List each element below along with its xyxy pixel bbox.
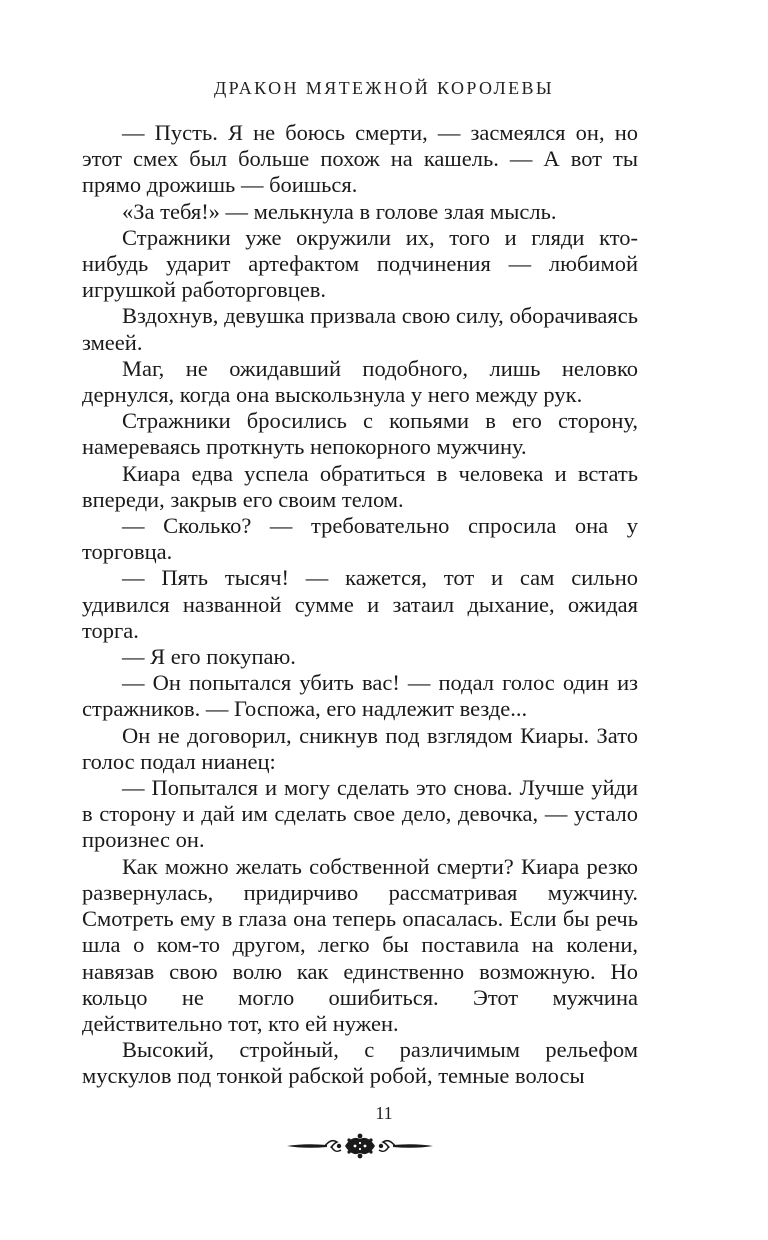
paragraph-15: Высокий, стройный, с различимым рельефом мускулов под тонкой рабской робой, темные волосы xyxy=(82,1037,638,1089)
paragraph-11: — Он попытался убить вас! — подал голос один из стражников. — Госпожа, его надлежит везде... xyxy=(82,670,638,722)
paragraph-1: — Пусть. Я не боюсь смерти, — засмеялся он, но этот смех был больше похож на кашель. — А вот ты прямо дрожишь — боишься. xyxy=(82,120,638,198)
running-head: ДРАКОН МЯТЕЖНОЙ КОРОЛЕВЫ xyxy=(213,78,555,98)
paragraph-10: — Я его покупаю. xyxy=(122,644,296,670)
paragraph-2: «За тебя!» — мелькнула в голове злая мысль. xyxy=(122,198,557,224)
paragraph-3: Стражники уже окружили их, того и гляди кто-нибудь ударит артефактом подчинения — любимой игрушкой работорговцев. xyxy=(82,224,638,303)
paragraph-6: Стражники бросились с копьями в его сторону, намереваясь проткнуть непокорного мужчину. xyxy=(82,408,638,460)
paragraph-9: — Пять тысяч! — кажется, тот и сам сильно удивился названной сумме и затаил дыхание, ожидая торга. xyxy=(82,565,638,643)
paragraph-5: Маг, не ожидавший подобного, лишь неловко дернулся, когда она выскользнула у него между рук. xyxy=(82,355,638,408)
ornament-flourish-icon xyxy=(285,1132,435,1160)
paragraph-13: — Попытался и могу сделать это снова. Лучше уйди в сторону и дай им сделать свое дело, девочка, — устало произнес он. xyxy=(82,775,638,853)
paragraph-7: Киара едва успела обратиться в человека и встать впереди, закрыв его своим телом. xyxy=(82,460,638,512)
page-number: 11 xyxy=(375,1103,393,1123)
paragraph-4: Вздохнув, девушка призвала свою силу, оборачиваясь змеей. xyxy=(82,303,638,355)
paragraph-12: Он не договорил, сникнув под взглядом Киары. Зато голос подал нианец: xyxy=(82,722,638,774)
body-text xyxy=(82,120,638,1090)
paragraph-8: — Сколько? — требовательно спросила она у торговца. xyxy=(82,513,638,565)
paragraph-14: Как можно желать собственной смерти? Киара резко развернулась, придирчиво рассматривая мужчину. Смотреть ему в глаза она теперь опасалась. Если бы речь шла о ком-то другом, легко бы поставила на колени, навязав свою волю как единственно возможную. Но кольцо не могло ошибиться. Этот мужчина действительно тот, кто ей нужен. xyxy=(82,853,638,1036)
